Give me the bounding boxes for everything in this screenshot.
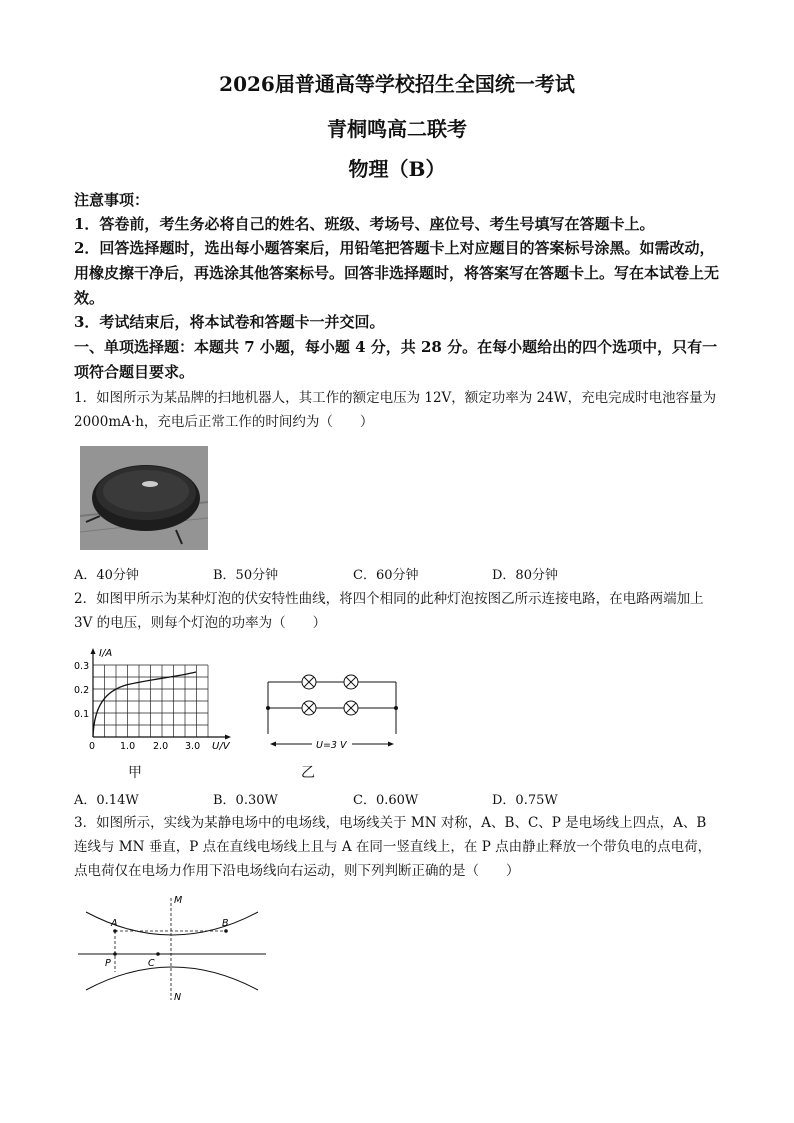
- label-N: N: [174, 992, 182, 1003]
- q2-option-d: D．0.75W: [492, 793, 558, 808]
- q1-option-d: D．80分钟: [492, 568, 558, 583]
- q2-option-b: B．0.30W: [213, 793, 278, 808]
- label-B: B: [222, 918, 229, 929]
- q1-option-a: A．40分钟: [74, 568, 139, 583]
- label-A: A: [111, 918, 118, 929]
- question-3-stem: 3．如图所示，实线为某静电场中的电场线，电场线关于 MN 对称，A、B、C、P 是电场线上四点，A、B 连线与 MN 垂直，P 点在直线电场线上且与 A 在同一竖直线上，在 P 点由静止释放一个带负电的点电荷，点电荷仅在电场力作用下沿电场线向右运动，则下列判断正确的是（ ）: [74, 815, 712, 879]
- note-item-3: 3．考试结束后，将本试卷和答题卡一并交回。: [74, 313, 385, 331]
- q2-option-c: C．0.60W: [353, 793, 419, 808]
- lamp-circuit-diagram: [262, 672, 402, 756]
- electric-field-diagram: [74, 890, 270, 1006]
- circuit-caption: 乙: [301, 765, 315, 781]
- notes-heading: 注意事项：: [74, 191, 150, 209]
- label-M: M: [174, 895, 183, 906]
- subject-title: 物理（B）: [348, 157, 446, 181]
- q1-option-b: B．50分钟: [213, 568, 279, 583]
- graph-caption: 甲: [128, 765, 142, 781]
- graph-xtick-0: 0: [89, 741, 96, 752]
- exam-title: 2026届普通高等学校招生全国统一考试: [219, 72, 575, 96]
- graph-ytick-0.1: 0.1: [74, 709, 90, 720]
- graph-xtick-2: 2.0: [153, 741, 169, 752]
- q2-option-a: A．0.14W: [74, 793, 139, 808]
- graph-xtick-3: 3.0: [185, 741, 201, 752]
- graph-xlabel: U/V: [212, 741, 230, 752]
- graph-ytick-0.3: 0.3: [74, 661, 90, 672]
- question-1-stem: 1．如图所示为某品牌的扫地机器人，其工作的额定电压为 12V，额定功率为 24W，充电完成时电池容量为 2000mA·h，充电后正常工作的时间约为（ ）: [74, 390, 717, 430]
- note-item-2: 2．回答选择题时，选出每小题答案后，用铅笔把答题卡上对应题目的答案标号涂黑。如需改动，用橡皮擦干净后，再选涂其他答案标号。回答非选择题时，将答案写在答题卡上。写在本试卷上无效。: [74, 239, 720, 307]
- circuit-voltage-label: U=3 V: [316, 740, 347, 751]
- label-P: P: [105, 958, 111, 969]
- graph-ylabel: I/A: [99, 648, 113, 659]
- graph-ytick-0.2: 0.2: [74, 685, 90, 696]
- graph-xtick-1: 1.0: [120, 741, 136, 752]
- note-item-1: 1．答卷前，考生务必将自己的姓名、班级、考场号、座位号、考生号填写在答题卡上。: [74, 215, 655, 233]
- exam-subtitle: 青桐鸣高二联考: [327, 117, 467, 141]
- iv-curve-graph: [66, 645, 246, 757]
- question-2-stem: 2．如图甲所示为某种灯泡的伏安特性曲线，将四个相同的此种灯泡按图乙所示连接电路，在电路两端加上 3V 的电压，则每个灯泡的功率为（ ）: [74, 591, 704, 631]
- q1-option-c: C．60分钟: [353, 568, 419, 583]
- robot-vacuum-photo: [80, 446, 208, 550]
- label-C: C: [148, 958, 155, 969]
- section-heading: 一、单项选择题：本题共 7 小题，每小题 4 分，共 28 分。在每小题给出的四个选项中，只有一项符合题目要求。: [74, 338, 718, 381]
